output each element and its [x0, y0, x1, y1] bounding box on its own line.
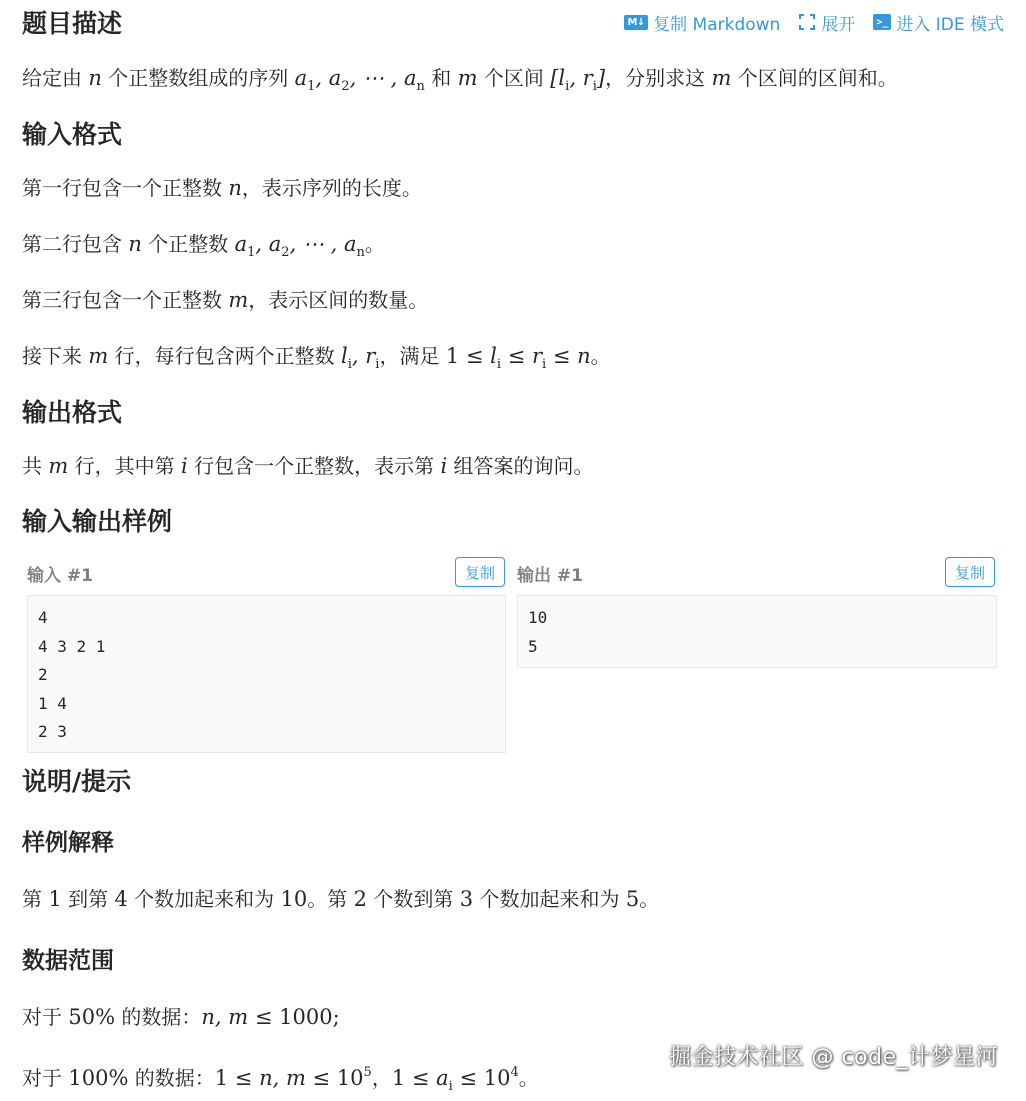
- input-format-heading: 输入格式: [22, 120, 123, 149]
- sample-input-line: 4: [38, 608, 48, 627]
- copy-output-button[interactable]: 复制: [945, 557, 995, 587]
- input-format-line-1: 第一行包含一个正整数 n，表示序列的长度。: [22, 176, 422, 200]
- samples-heading: 输入输出样例: [22, 507, 173, 536]
- expand-icon: [798, 13, 816, 31]
- sample-input-line: 1 4: [38, 693, 67, 713]
- sample-output-label: 输出 #1: [517, 566, 583, 586]
- expand-button[interactable]: [798, 10, 855, 35]
- input-format-line-2: 第二行包含 n 个正整数 $a_1$, $a_2$, ⋯ , $a_n$。: [22, 232, 385, 260]
- problem-toolbar: [624, 8, 1004, 36]
- data-range-line-2: 对于 100% 的数据：1 ≤ n, $m \le 10^5$，$1 \le a_i \le 10^4$。: [22, 1065, 539, 1094]
- data-range-heading: 数据范围: [22, 948, 114, 974]
- description-heading: 题目描述: [22, 9, 123, 38]
- sample-explain-heading: 样例解释: [22, 830, 114, 856]
- description-text: 给定由 n 个正整数组成的序列 $a_1$, $a_2$, ⋯ , $a_n$ 和 m 个区间 [$l_i$, $r_i$]，分别求这 m 个区间的区间和。: [22, 66, 898, 94]
- data-range-line-1: 对于 50% 的数据：n, m ≤ 1000;: [22, 1005, 340, 1029]
- terminal-icon: >_: [873, 14, 891, 30]
- sample-input-label: 输入 #1: [27, 566, 93, 586]
- input-format-line-3: 第三行包含一个正整数 m，表示区间的数量。: [22, 288, 429, 312]
- sample-output-line: 5: [528, 636, 538, 656]
- sample-output-box: [517, 595, 997, 668]
- sample-input-box: [27, 595, 506, 753]
- input-format-line-4: 接下来 m 行，每行包含两个正整数 $l_i$, $r_i$，满足 $1 \le l_i \le r_i \le n$。: [22, 344, 611, 372]
- ide-mode-button[interactable]: [873, 10, 1004, 35]
- markdown-icon: M↓: [624, 15, 648, 30]
- copy-input-button[interactable]: 复制: [455, 557, 505, 587]
- sample-input-line: 4 3 2 1: [38, 636, 106, 656]
- ide-mode-label: 进入 IDE 模式: [896, 14, 1004, 35]
- watermark: 掘金技术社区 @ code_计梦星河: [668, 1045, 998, 1070]
- expand-label: 展开: [821, 14, 856, 35]
- sample-input-line: 2 3: [38, 722, 67, 741]
- sample-explain-text: 第 1 到第 4 个数加起来和为 10。第 2 个数到第 3 个数加起来和为 5。: [22, 887, 660, 911]
- hint-heading: 说明/提示: [22, 767, 132, 796]
- copy-markdown-label: 复制 Markdown: [653, 14, 781, 35]
- output-format-text: 共 m 行，其中第 i 行包含一个正整数，表示第 i 组答案的询问。: [22, 454, 594, 478]
- sample-input-line: 2: [38, 665, 48, 684]
- sample-output-line: 10: [528, 608, 548, 627]
- copy-markdown-button[interactable]: [624, 10, 780, 35]
- output-format-heading: 输出格式: [22, 398, 123, 427]
